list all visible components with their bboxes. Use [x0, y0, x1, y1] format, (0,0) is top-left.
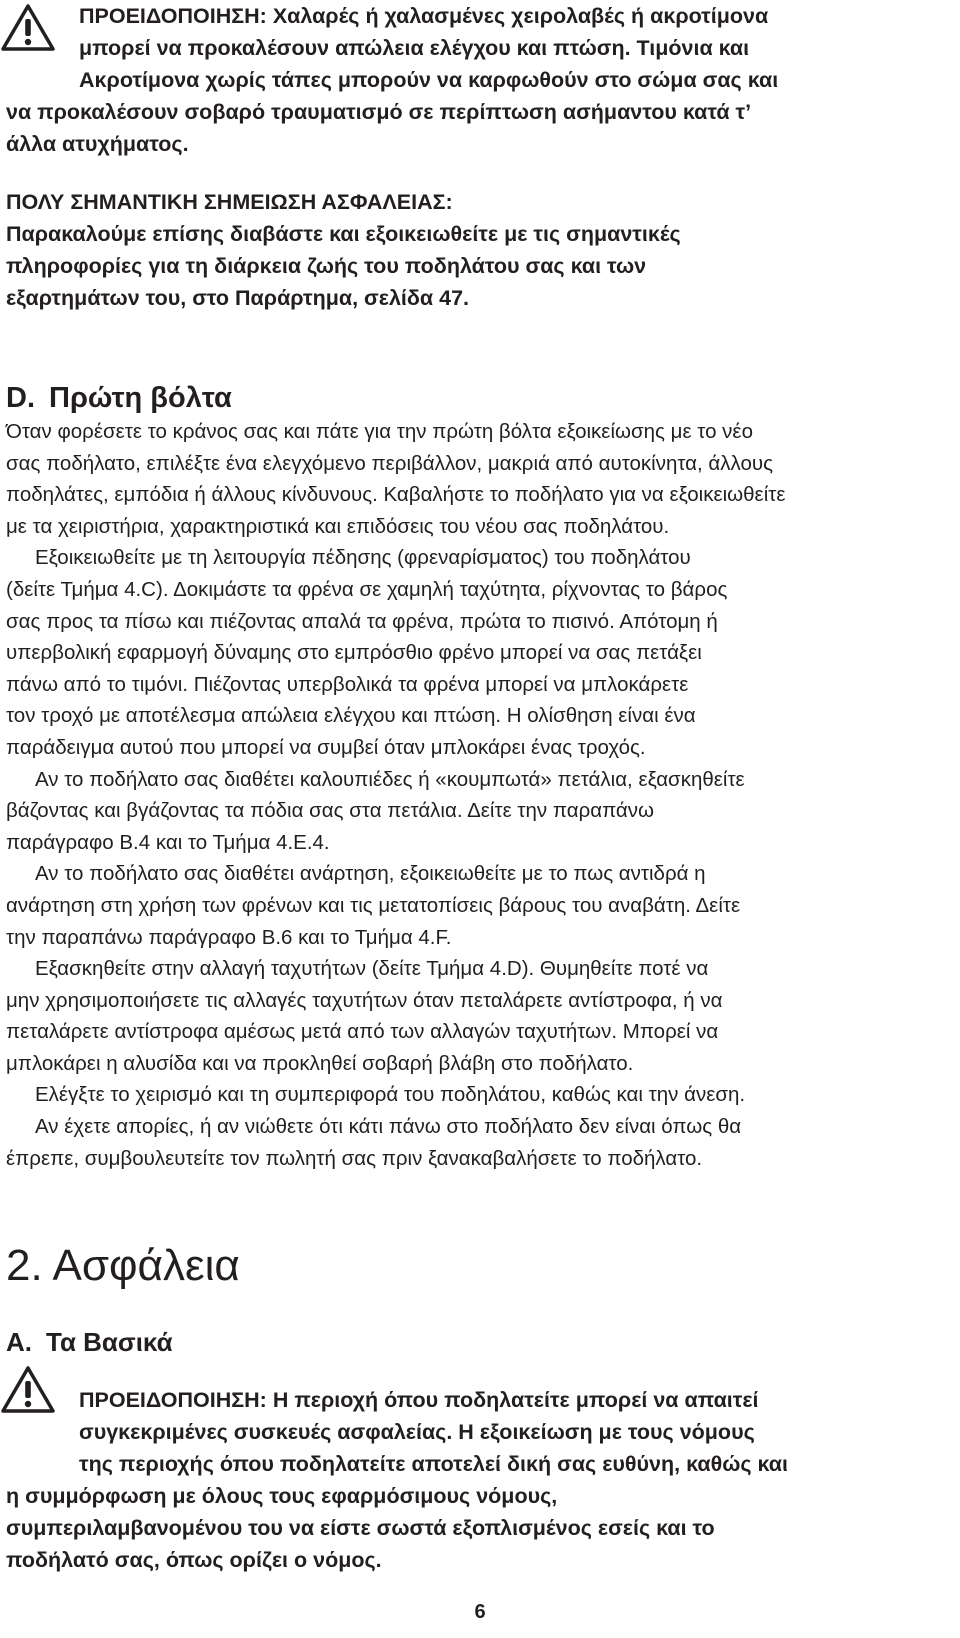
- subsection-title: Τα Βασικά: [46, 1327, 173, 1357]
- paragraph-line: βάζοντας και βγάζοντας τα πόδια σας στα πετάλια. Δείτε την παραπάνω: [6, 799, 655, 823]
- paragraph-line: ποδηλάτες, εμπόδια ή άλλους κίνδυνους. Καβαλήστε το ποδήλατο για να εξοικειωθείτε: [6, 483, 786, 507]
- paragraph-line: ανάρτηση στη χρήση των φρένων και τις μετατοπίσεις βάρους του αναβάτη. Δείτε: [6, 893, 741, 917]
- warning-block-2: [6, 1384, 788, 1576]
- paragraph-line: Εξοικειωθείτε με τη λειτουργία πέδησης (φρεναρίσματος) του ποδηλάτου: [35, 546, 691, 570]
- warning-block-1: [6, 0, 778, 160]
- warning-line: συγκεκριμένες συσκευές ασφαλείας. Η εξοικείωση με τους νόμους: [79, 1420, 755, 1444]
- paragraph-line: πεταλάρετε αντίστροφα αμέσως μετά από των αλλαγών ταχυτήτων. Μπορεί να: [6, 1020, 719, 1044]
- warning-line: άλλα ατυχήματος.: [6, 132, 189, 156]
- paragraph-line: παράδειγμα αυτού που μπορεί να συμβεί όταν μπλοκάρει ένας τροχός.: [6, 735, 646, 759]
- warning-line: της περιοχής όπου ποδηλατείτε αποτελεί δική σας ευθύνη, καθώς και: [79, 1452, 788, 1476]
- chapter-title: 2. Ασφάλεια: [6, 1241, 240, 1290]
- warning-line: Ακροτίμονα χωρίς τάπες μπορούν να καρφωθούν στο σώμα σας και: [79, 68, 779, 92]
- paragraph-line: σας προς τα πίσω και πιέζοντας απαλά τα φρένα, πρώτα το πισινό. Απότομη ή: [6, 609, 718, 633]
- warning-line: η συμμόρφωση με όλους τους εφαρμόσιμους νόμους,: [6, 1484, 558, 1508]
- section-d-body: [6, 416, 785, 1174]
- paragraph-line: παράγραφο B.4 και το Τμήμα 4.E.4.: [6, 830, 330, 854]
- paragraph-line: Αν έχετε απορίες, ή αν νιώθετε ότι κάτι πάνω στο ποδήλατο δεν είναι όπως θα: [35, 1115, 742, 1139]
- safety-note-title: ΠΟΛΥ ΣΗΜΑΝΤΙΚΗ ΣΗΜΕΙΩΣΗ ΑΣΦΑΛΕΙΑΣ:: [6, 190, 453, 214]
- paragraph-line: μπλοκάρει η αλυσίδα και να προκληθεί σοβαρή βλάβη στο ποδήλατο.: [6, 1051, 634, 1075]
- warning-line: ΠΡΟΕΙΔΟΠΟΙΗΣΗ: Χαλαρές ή χαλασμένες χειρολαβές ή ακροτίμονα: [79, 4, 769, 28]
- safety-note: [6, 186, 681, 314]
- safety-note-line: Παρακαλούμε επίσης διαβάστε και εξοικειωθείτε με τις σημαντικές: [6, 222, 681, 246]
- paragraph-line: πάνω από το τιμόνι. Πιέζοντας υπερβολικά τα φρένα μπορεί να μπλοκάρετε: [6, 672, 689, 696]
- paragraph-line: Αν το ποδήλατο σας διαθέτει ανάρτηση, εξοικειωθείτε με το πως αντιδρά η: [35, 862, 706, 886]
- section-d-heading: [6, 381, 232, 415]
- safety-note-line: εξαρτημάτων του, στο Παράρτημα, σελίδα 47.: [6, 286, 469, 310]
- warning-line: ποδήλατό σας, όπως ορίζει ο νόμος.: [6, 1548, 382, 1572]
- warning-line: να προκαλέσουν σοβαρό τραυματισμό σε περίπτωση ασήμαντου κατά τ’: [6, 100, 752, 124]
- subsection-number: A.: [6, 1327, 32, 1357]
- paragraph-line: υπερβολική εφαρμογή δύναμης στο εμπρόσθιο φρένο μπορεί να σας πετάξει: [6, 641, 702, 665]
- subsection-a-heading: [6, 1325, 173, 1359]
- warning-label: ΠΡΟΕΙΔΟΠΟΙΗΣΗ:: [79, 4, 267, 28]
- section-title: Πρώτη βόλτα: [49, 382, 232, 414]
- paragraph-line: Όταν φορέσετε το κράνος σας και πάτε για την πρώτη βόλτα εξοικείωσης με το νέο: [6, 420, 753, 443]
- paragraph-line: Ελέγξτε το χειρισμό και τη συμπεριφορά του ποδηλάτου, καθώς και την άνεση.: [35, 1083, 746, 1107]
- warning-label: ΠΡΟΕΙΔΟΠΟΙΗΣΗ:: [79, 1388, 267, 1412]
- safety-note-line: πληροφορίες για τη διάρκεια ζωής του ποδηλάτου σας και των: [6, 254, 647, 278]
- paragraph-line: με τα χειριστήρια, χαρακτηριστικά και επιδόσεις του νέου σας ποδηλάτου.: [6, 514, 670, 538]
- paragraph-line: σας ποδήλατο, επιλέξτε ένα ελεγχόμενο περιβάλλον, μακριά από αυτοκίνητα, άλλους: [6, 451, 773, 475]
- paragraph-line: Αν το ποδήλατο σας διαθέτει καλουπιέδες ή «κουμπωτά» πετάλια, εξασκηθείτε: [35, 767, 745, 791]
- paragraph-line: τον τροχό με αποτέλεσμα απώλεια ελέγχου και πτώση. Η ολίσθηση είναι ένα: [6, 704, 696, 728]
- section-number: D.: [6, 382, 35, 414]
- warning-line: μπορεί να προκαλέσουν απώλεια ελέγχου και πτώση. Τιμόνια και: [79, 36, 750, 60]
- paragraph-line: την παραπάνω παράγραφο B.6 και το Τμήμα 4.F.: [6, 925, 452, 949]
- paragraph-line: (δείτε Τμήμα 4.C). Δοκιμάστε τα φρένα σε χαμηλή ταχύτητα, ρίχνοντας το βάρος: [6, 577, 728, 601]
- paragraph-line: Εξασκηθείτε στην αλλαγή ταχυτήτων (δείτε Τμήμα 4.D). Θυμηθείτε ποτέ να: [35, 957, 709, 981]
- paragraph-line: έπρεπε, συμβουλευτείτε τον πωλητή σας πριν ξανακαβαλήσετε το ποδήλατο.: [6, 1146, 703, 1170]
- paragraph-line: μην χρησιμοποιήσετε τις αλλαγές ταχυτήτων όταν πεταλάρετε αντίστροφα, ή να: [6, 988, 723, 1012]
- warning-line: ΠΡΟΕΙΔΟΠΟΙΗΣΗ: Η περιοχή όπου ποδηλατείτε μπορεί να απαιτεί: [79, 1388, 759, 1412]
- warning-line: συμπεριλαμβανομένου του να είστε σωστά εξοπλισμένος εσείς και το: [6, 1516, 715, 1540]
- page-number: 6: [474, 1601, 486, 1623]
